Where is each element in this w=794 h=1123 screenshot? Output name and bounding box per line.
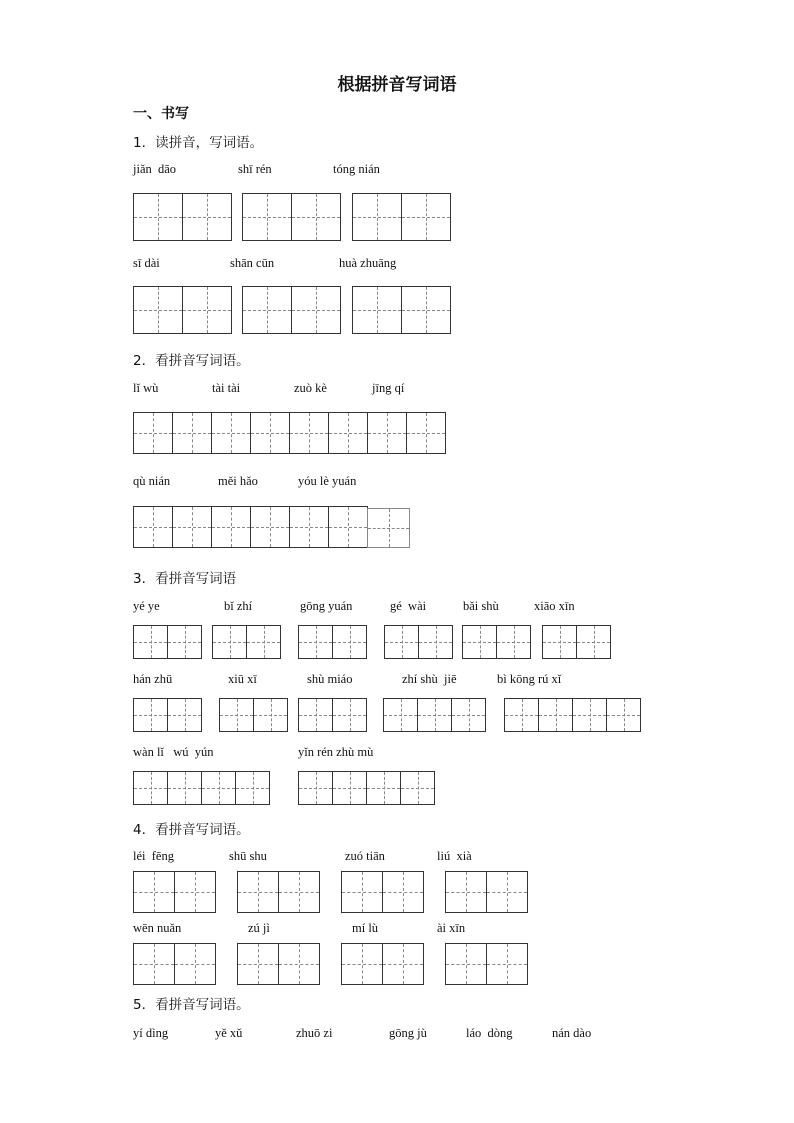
- writing-cell[interactable]: [242, 286, 292, 334]
- writing-cell[interactable]: [278, 871, 320, 913]
- writing-grid[interactable]: [237, 943, 320, 985]
- cell-guide-horizontal: [251, 527, 289, 528]
- writing-cell[interactable]: [174, 943, 216, 985]
- writing-grid[interactable]: [298, 698, 367, 732]
- writing-grid[interactable]: [542, 625, 611, 659]
- writing-cell[interactable]: [250, 506, 290, 548]
- writing-cell[interactable]: [383, 698, 418, 732]
- writing-grid[interactable]: [133, 412, 446, 454]
- cell-guide-horizontal: [175, 964, 215, 965]
- pinyin-label: wēn nuǎn: [133, 921, 182, 935]
- writing-grid[interactable]: [504, 698, 641, 732]
- writing-cell[interactable]: [445, 871, 487, 913]
- cell-guide-horizontal: [183, 217, 231, 218]
- cell-guide-horizontal: [212, 433, 250, 434]
- writing-grid[interactable]: [133, 286, 232, 334]
- pinyin-label: yě xǔ: [215, 1026, 243, 1040]
- writing-cell[interactable]: [167, 698, 202, 732]
- writing-cell[interactable]: [235, 771, 270, 805]
- pinyin-label: zhuō zi: [296, 1026, 333, 1040]
- writing-cell[interactable]: [211, 506, 251, 548]
- cell-guide-horizontal: [220, 715, 253, 716]
- writing-cell[interactable]: [332, 698, 367, 732]
- page-title: 根据拼音写词语: [337, 75, 457, 95]
- pinyin-label: zuò kè: [294, 381, 327, 395]
- writing-grid[interactable]: [133, 193, 232, 241]
- cell-guide-horizontal: [342, 892, 382, 893]
- question-5-prompt: 5．看拼音写词语。: [133, 997, 250, 1013]
- writing-cell[interactable]: [401, 193, 451, 241]
- writing-cell[interactable]: [133, 771, 168, 805]
- cell-guide-horizontal: [333, 642, 366, 643]
- writing-cell[interactable]: [451, 698, 486, 732]
- writing-cell[interactable]: [289, 506, 329, 548]
- writing-cell[interactable]: [486, 871, 528, 913]
- pinyin-label: tóng nián: [333, 162, 380, 176]
- pinyin-label: yé ye: [133, 599, 160, 613]
- pinyin-label: nán dào: [552, 1026, 592, 1040]
- pinyin-label: yóu lè yuán: [298, 474, 357, 488]
- cell-guide-horizontal: [134, 310, 182, 311]
- writing-cell[interactable]: [367, 508, 410, 548]
- writing-grid[interactable]: [383, 698, 486, 732]
- writing-cell[interactable]: [542, 625, 577, 659]
- cell-guide-horizontal: [251, 433, 289, 434]
- question-4-prompt: 4．看拼音写词语。: [133, 822, 250, 838]
- cell-guide-horizontal: [134, 892, 174, 893]
- cell-guide-horizontal: [299, 642, 332, 643]
- writing-cell[interactable]: [576, 625, 611, 659]
- pinyin-label: měi hǎo: [218, 474, 258, 488]
- writing-grid[interactable]: [445, 871, 528, 913]
- cell-guide-horizontal: [368, 528, 409, 529]
- cell-guide-horizontal: [402, 217, 450, 218]
- pinyin-label: bì kōng rú xǐ: [497, 672, 562, 686]
- cell-guide-horizontal: [383, 892, 423, 893]
- writing-cell[interactable]: [133, 625, 168, 659]
- pinyin-label: léi fēng: [133, 849, 174, 863]
- pinyin-label: gōng yuán: [300, 599, 353, 613]
- pinyin-label: shān cūn: [230, 256, 275, 270]
- cell-guide-horizontal: [446, 964, 486, 965]
- writing-cell[interactable]: [167, 771, 202, 805]
- cell-guide-horizontal: [173, 527, 211, 528]
- pinyin-label: zuó tiān: [345, 849, 385, 863]
- cell-guide-horizontal: [367, 788, 400, 789]
- pinyin-label: shū shu: [229, 849, 267, 863]
- cell-guide-horizontal: [134, 642, 167, 643]
- pinyin-label: xiū xī: [228, 672, 257, 686]
- cell-guide-horizontal: [353, 310, 401, 311]
- writing-cell[interactable]: [246, 625, 281, 659]
- writing-grid[interactable]: [237, 871, 320, 913]
- writing-cell[interactable]: [328, 506, 368, 548]
- writing-grid[interactable]: [242, 193, 341, 241]
- writing-grid[interactable]: [212, 625, 281, 659]
- writing-cell[interactable]: [278, 943, 320, 985]
- writing-cell[interactable]: [133, 286, 183, 334]
- writing-cell[interactable]: [406, 412, 446, 454]
- writing-cell[interactable]: [606, 698, 641, 732]
- cell-guide-horizontal: [299, 715, 332, 716]
- cell-guide-horizontal: [407, 433, 445, 434]
- cell-guide-horizontal: [213, 642, 246, 643]
- cell-guide-horizontal: [333, 715, 366, 716]
- cell-guide-horizontal: [279, 964, 319, 965]
- writing-cell[interactable]: [253, 698, 288, 732]
- writing-cell[interactable]: [382, 943, 424, 985]
- writing-grid[interactable]: [462, 625, 531, 659]
- cell-guide-horizontal: [134, 788, 167, 789]
- pinyin-label: zú jì: [248, 921, 270, 935]
- cell-guide-horizontal: [329, 433, 367, 434]
- cell-guide-horizontal: [497, 642, 530, 643]
- writing-cell[interactable]: [289, 412, 329, 454]
- pinyin-label: liú xià: [437, 849, 472, 863]
- cell-guide-horizontal: [236, 788, 269, 789]
- writing-cell[interactable]: [462, 625, 497, 659]
- cell-guide-horizontal: [573, 715, 606, 716]
- cell-guide-horizontal: [539, 715, 572, 716]
- writing-cell[interactable]: [219, 698, 254, 732]
- cell-guide-horizontal: [463, 642, 496, 643]
- pinyin-label: qù nián: [133, 474, 171, 488]
- pinyin-label: xiāo xīn: [534, 599, 575, 613]
- cell-guide-horizontal: [168, 788, 201, 789]
- cell-guide-horizontal: [134, 217, 182, 218]
- cell-guide-horizontal: [183, 310, 231, 311]
- cell-guide-horizontal: [383, 964, 423, 965]
- writing-grid[interactable]: [219, 698, 288, 732]
- writing-cell[interactable]: [133, 412, 173, 454]
- cell-guide-horizontal: [243, 217, 291, 218]
- cell-guide-horizontal: [243, 310, 291, 311]
- writing-cell[interactable]: [366, 771, 401, 805]
- cell-guide-horizontal: [446, 892, 486, 893]
- pinyin-label: bǎi shù: [463, 599, 499, 613]
- cell-guide-horizontal: [134, 433, 172, 434]
- writing-cell[interactable]: [417, 698, 452, 732]
- writing-cell[interactable]: [182, 286, 232, 334]
- writing-cell[interactable]: [250, 412, 290, 454]
- cell-guide-horizontal: [238, 892, 278, 893]
- pinyin-label: láo dòng: [466, 1026, 513, 1040]
- pinyin-label: yǐn rén zhù mù: [298, 745, 374, 759]
- writing-cell[interactable]: [291, 286, 341, 334]
- writing-cell[interactable]: [211, 412, 251, 454]
- pinyin-label: gé wài: [390, 599, 427, 613]
- writing-grid[interactable]: [242, 286, 341, 334]
- pinyin-label: shī rén: [238, 162, 272, 176]
- writing-cell[interactable]: [352, 286, 402, 334]
- writing-cell[interactable]: [572, 698, 607, 732]
- pinyin-label: wàn lǐ wú yún: [133, 745, 214, 759]
- pinyin-label: hán zhū: [133, 672, 173, 686]
- writing-grid[interactable]: [133, 506, 368, 548]
- pinyin-label: bǐ zhí: [224, 599, 253, 613]
- cell-guide-horizontal: [487, 892, 527, 893]
- writing-grid[interactable]: [133, 625, 202, 659]
- writing-grid[interactable]: [298, 771, 435, 805]
- cell-guide-horizontal: [290, 433, 328, 434]
- writing-grid[interactable]: [133, 871, 216, 913]
- cell-guide-horizontal: [254, 715, 287, 716]
- cell-guide-horizontal: [173, 433, 211, 434]
- writing-cell[interactable]: [172, 506, 212, 548]
- cell-guide-horizontal: [505, 715, 538, 716]
- writing-cell[interactable]: [332, 771, 367, 805]
- writing-cell[interactable]: [242, 193, 292, 241]
- pinyin-label: jīng qí: [372, 381, 405, 395]
- pinyin-label: gōng jù: [389, 1026, 427, 1040]
- cell-guide-horizontal: [401, 788, 434, 789]
- writing-cell[interactable]: [133, 698, 168, 732]
- writing-cell[interactable]: [291, 193, 341, 241]
- writing-cell[interactable]: [496, 625, 531, 659]
- writing-cell[interactable]: [133, 193, 183, 241]
- cell-guide-horizontal: [487, 964, 527, 965]
- writing-grid-light[interactable]: [367, 508, 410, 548]
- writing-cell[interactable]: [382, 871, 424, 913]
- writing-grid[interactable]: [133, 698, 202, 732]
- writing-grid[interactable]: [352, 286, 451, 334]
- writing-grid[interactable]: [298, 625, 367, 659]
- cell-guide-horizontal: [385, 642, 418, 643]
- cell-guide-horizontal: [292, 217, 340, 218]
- cell-guide-horizontal: [419, 642, 452, 643]
- pinyin-label: tài tài: [212, 381, 241, 395]
- cell-guide-horizontal: [329, 527, 367, 528]
- cell-guide-horizontal: [342, 964, 382, 965]
- cell-guide-horizontal: [292, 310, 340, 311]
- writing-grid[interactable]: [445, 943, 528, 985]
- writing-cell[interactable]: [341, 943, 383, 985]
- writing-grid[interactable]: [133, 943, 216, 985]
- question-2-prompt: 2．看拼音写词语。: [133, 353, 250, 369]
- cell-guide-horizontal: [175, 892, 215, 893]
- writing-cell[interactable]: [538, 698, 573, 732]
- pinyin-label: mí lù: [352, 921, 379, 935]
- cell-guide-horizontal: [290, 527, 328, 528]
- cell-guide-horizontal: [607, 715, 640, 716]
- cell-guide-horizontal: [543, 642, 576, 643]
- question-3-prompt: 3．看拼音写词语: [133, 571, 237, 587]
- cell-guide-horizontal: [402, 310, 450, 311]
- writing-cell[interactable]: [298, 698, 333, 732]
- writing-grid[interactable]: [341, 871, 424, 913]
- cell-guide-horizontal: [577, 642, 610, 643]
- cell-guide-horizontal: [134, 527, 172, 528]
- writing-cell[interactable]: [384, 625, 419, 659]
- cell-guide-horizontal: [299, 788, 332, 789]
- writing-cell[interactable]: [418, 625, 453, 659]
- writing-cell[interactable]: [167, 625, 202, 659]
- writing-cell[interactable]: [133, 871, 175, 913]
- writing-cell[interactable]: [401, 286, 451, 334]
- writing-cell[interactable]: [352, 193, 402, 241]
- pinyin-label: huà zhuāng: [339, 256, 397, 270]
- writing-cell[interactable]: [298, 771, 333, 805]
- cell-guide-horizontal: [134, 964, 174, 965]
- cell-guide-horizontal: [279, 892, 319, 893]
- cell-guide-horizontal: [212, 527, 250, 528]
- cell-guide-horizontal: [418, 715, 451, 716]
- cell-guide-horizontal: [134, 715, 167, 716]
- writing-cell[interactable]: [212, 625, 247, 659]
- writing-cell[interactable]: [341, 871, 383, 913]
- cell-guide-horizontal: [333, 788, 366, 789]
- writing-grid[interactable]: [341, 943, 424, 985]
- pinyin-label: jiǎn dāo: [133, 162, 177, 176]
- cell-guide-horizontal: [452, 715, 485, 716]
- writing-cell[interactable]: [486, 943, 528, 985]
- pinyin-label: sī dài: [133, 256, 160, 270]
- writing-cell[interactable]: [504, 698, 539, 732]
- writing-cell[interactable]: [445, 943, 487, 985]
- writing-grid[interactable]: [133, 771, 270, 805]
- pinyin-label: shù miáo: [307, 672, 353, 686]
- question-1-prompt: 1．读拼音，写词语。: [133, 135, 264, 151]
- cell-guide-horizontal: [247, 642, 280, 643]
- cell-guide-horizontal: [353, 217, 401, 218]
- writing-cell[interactable]: [237, 871, 279, 913]
- pinyin-label: ài xīn: [437, 921, 466, 935]
- writing-cell[interactable]: [133, 506, 173, 548]
- writing-cell[interactable]: [133, 943, 175, 985]
- writing-cell[interactable]: [237, 943, 279, 985]
- writing-cell[interactable]: [182, 193, 232, 241]
- cell-guide-horizontal: [202, 788, 235, 789]
- writing-cell[interactable]: [298, 625, 333, 659]
- cell-guide-horizontal: [384, 715, 417, 716]
- writing-cell[interactable]: [328, 412, 368, 454]
- writing-cell[interactable]: [174, 871, 216, 913]
- writing-cell[interactable]: [367, 412, 407, 454]
- pinyin-label: lǐ wù: [133, 381, 159, 395]
- pinyin-label: zhí shù jiē: [402, 672, 457, 686]
- cell-guide-horizontal: [368, 433, 406, 434]
- writing-cell[interactable]: [400, 771, 435, 805]
- section-heading: 一、书写: [133, 106, 189, 122]
- writing-grid[interactable]: [352, 193, 451, 241]
- cell-guide-horizontal: [168, 715, 201, 716]
- pinyin-label: yí dìng: [133, 1026, 169, 1040]
- writing-cell[interactable]: [172, 412, 212, 454]
- writing-cell[interactable]: [332, 625, 367, 659]
- cell-guide-horizontal: [238, 964, 278, 965]
- cell-guide-horizontal: [168, 642, 201, 643]
- writing-grid[interactable]: [384, 625, 453, 659]
- writing-cell[interactable]: [201, 771, 236, 805]
